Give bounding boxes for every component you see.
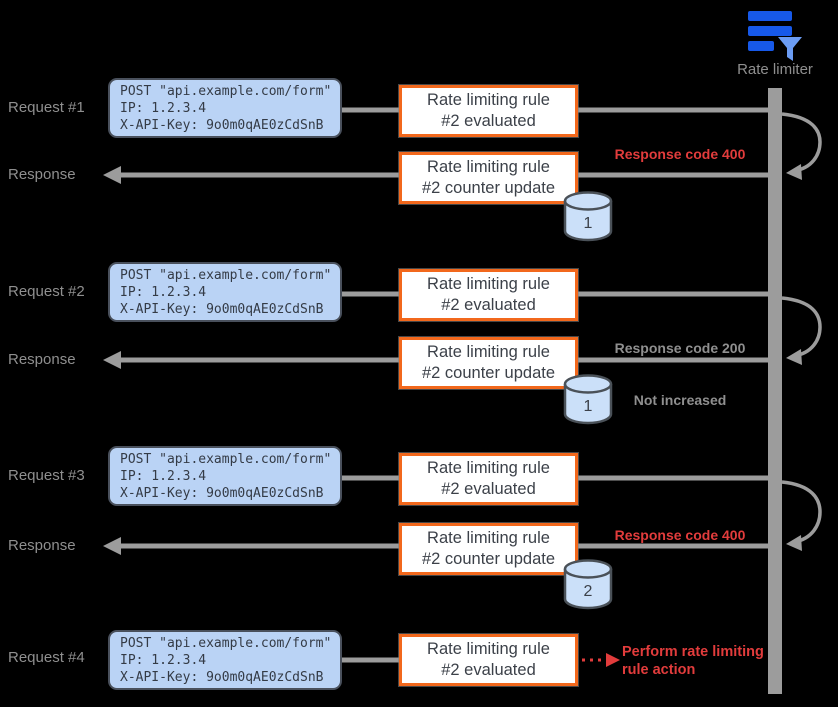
response3-arrowhead-icon [103,537,121,555]
loop-arc-1-arrowhead-icon [786,164,802,180]
loop-arc-2 [782,298,820,356]
rule-evaluated-box: Rate limiting rule #2 evaluated [399,634,578,686]
loop-arc-1 [782,114,820,171]
counter-update-box: Rate limiting rule #2 counter update [399,523,578,575]
response-code-note: Response code 200 [614,340,746,356]
rate-limiter-label: Rate limiter [737,61,813,78]
payload-api-key: X-API-Key: 9o0m0qAE0zCdSnB [120,301,324,317]
loop-arc-3 [782,482,820,542]
rate-limiter-icon [744,5,806,63]
payload-api-key: X-API-Key: 9o0m0qAE0zCdSnB [120,117,324,133]
payload-ip: IP: 1.2.3.4 [120,100,207,116]
payload-ip: IP: 1.2.3.4 [120,652,207,668]
request-payload-box [108,78,342,138]
counter-value: 1 [583,215,593,232]
payload-ip: IP: 1.2.3.4 [120,284,207,300]
payload-method-url: POST "api.example.com/form" [120,635,332,651]
rule-evaluated-box: Rate limiting rule #2 evaluated [399,269,578,321]
request-payload-box [108,630,342,690]
counter-value: 2 [583,583,593,600]
rule-evaluated-box: Rate limiting rule #2 evaluated [399,85,578,137]
response-code-note: Response code 400 [614,527,746,543]
payload-api-key: X-API-Key: 9o0m0qAE0zCdSnB [120,485,324,501]
counter-cylinder-icon [561,373,615,425]
response-label: Response [8,166,76,183]
counter-update-box: Rate limiting rule #2 counter update [399,152,578,204]
counter-cylinder-icon [561,558,615,610]
request-label: Request #3 [8,467,85,484]
counter-not-increased-note: Not increased [633,392,727,408]
payload-ip: IP: 1.2.3.4 [120,468,207,484]
lifeline-bar [768,88,782,694]
payload-method-url: POST "api.example.com/form" [120,267,332,283]
loop-arc-3-arrowhead-icon [786,535,802,551]
response-label: Response [8,351,76,368]
payload-method-url: POST "api.example.com/form" [120,451,332,467]
payload-api-key: X-API-Key: 9o0m0qAE0zCdSnB [120,669,324,685]
loop-arc-2-arrowhead-icon [786,349,802,365]
rule-action-arrowhead-icon [606,653,620,667]
request-payload-box [108,262,342,322]
response2-arrowhead-icon [103,351,121,369]
counter-update-box: Rate limiting rule #2 counter update [399,337,578,389]
rule-evaluated-box: Rate limiting rule #2 evaluated [399,453,578,505]
perform-rule-action-note: Perform rate limiting rule action [622,644,764,678]
response-code-note: Response code 400 [614,146,746,162]
request-label: Request #4 [8,649,85,666]
response-label: Response [8,537,76,554]
counter-cylinder-icon [561,190,615,242]
payload-method-url: POST "api.example.com/form" [120,83,332,99]
counter-value: 1 [583,398,593,415]
response1-arrowhead-icon [103,166,121,184]
request-label: Request #2 [8,283,85,300]
request4-line [342,658,399,663]
request-label: Request #1 [8,99,85,116]
request-payload-box [108,446,342,506]
